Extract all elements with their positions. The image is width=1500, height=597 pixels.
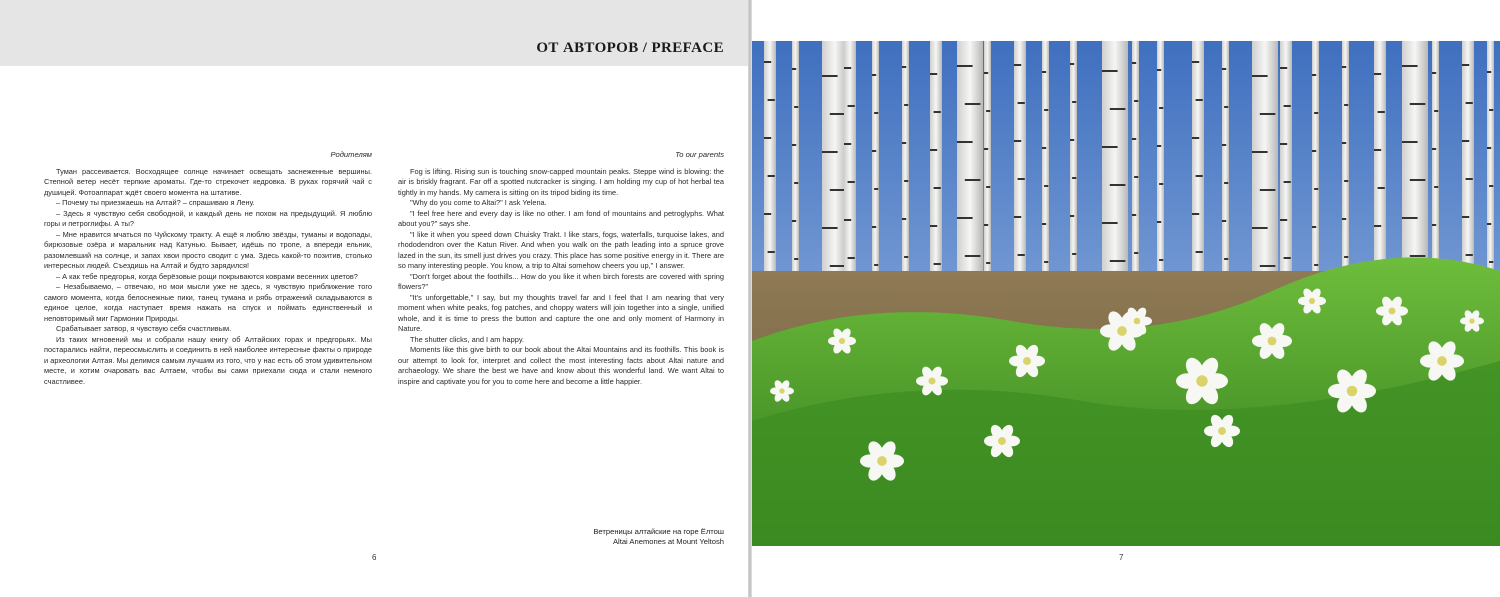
birch-bark-mark [934,111,941,113]
birch-bark-mark [1466,254,1473,256]
birch-bark-mark [1159,259,1163,261]
birch-bark-mark [1260,113,1276,115]
birch-bark-mark [1102,222,1118,224]
paragraph-ru: Из таких мгновений мы и собрали нашу книгу об Алтайских горах и предгорьях. Мы постарались найти, переосмыслить и соединить в ней наиболее интересные факты о природе и археологии Алтая. Мы делимся самым лучшим из того, что у нас есть об этом удивительном месте, и хотим очаровать вас Алтаем, чтобы вы сами приехали сюда и стали немного счастливее. [44,334,372,386]
birch-bark-mark [1070,63,1074,65]
birch-bark-mark [1252,151,1268,153]
birch-bark-mark [957,65,973,67]
paragraph-ru: – Почему ты приезжаешь на Алтай? – спрашиваю я Лену. [56,198,255,207]
birch-bark-mark [1260,189,1276,191]
anemone-center [779,388,784,393]
birch-bark-mark [1224,106,1228,108]
anemone-center [1196,375,1207,386]
birch-bark-mark [1132,214,1136,216]
birch-bark-mark [1410,103,1426,105]
birch-bark-mark [930,73,937,75]
birch-bark-mark [1280,143,1287,145]
birch-bark-mark [1044,261,1048,263]
birch-bark-mark [1402,141,1418,143]
birch-bark-mark [984,224,988,226]
anemone-center [1023,357,1031,365]
birch-bark-mark [930,225,937,227]
birch-bark-mark [1044,109,1048,111]
birch-trunk [1312,41,1319,291]
paragraph-en: Moments like this give birth to our book about the Altai Mountains and its foothills. This book is our attempt to look for, interpret and collect the most interesting facts about Altai nature and archaeology. We share the best we have and know about this wonderful land. We want Altai to inspire and captivate you for you to come here and become a little happier. [398,345,724,386]
birch-bark-mark [1224,182,1228,184]
birch-trunk [1222,41,1229,291]
birch-bark-mark [1042,147,1046,149]
birch-bark-mark [1222,68,1226,70]
birch-bark-mark [1284,105,1291,107]
birch-bark-mark [1410,179,1426,181]
paragraph-ru: – А как тебе предгорья, когда берёзовые рощи покрываются коврами весенних цветов? [56,271,358,281]
paragraph-en: "Don't forget about the foothills... How do you like it when birch forests are covered with spring flowers?" [398,271,724,291]
anemones-birch-photo [752,41,1500,546]
birch-trunk [1487,41,1494,291]
birch-bark-mark [1487,71,1491,73]
birch-bark-mark [1342,218,1346,220]
dedication-ru: Родителям [330,150,372,159]
birch-bark-mark [1487,223,1491,225]
birch-bark-mark [1102,146,1118,148]
birch-bark-mark [792,144,796,146]
birch-bark-mark [1489,185,1493,187]
birch-bark-mark [1462,216,1469,218]
birch-bark-mark [1314,264,1318,266]
birch-bark-mark [822,151,838,153]
anemone-center [928,377,935,384]
birch-bark-mark [957,217,973,219]
english-text-column [398,150,724,387]
birch-bark-mark [822,227,838,229]
birch-bark-mark [1018,102,1025,104]
anemone-center [1309,298,1315,304]
birch-bark-mark [1342,66,1346,68]
anemone-center [1218,427,1226,435]
left-page [0,0,748,597]
birch-bark-mark [844,143,851,145]
birch-bark-mark [1432,224,1436,226]
birch-bark-mark [1070,139,1074,141]
birch-bark-mark [768,251,775,253]
anemone-center [1469,318,1474,323]
birch-trunk [1432,41,1439,291]
birch-bark-mark [902,66,906,68]
anemone-center [1437,356,1447,366]
birch-bark-mark [986,262,990,264]
birch-bark-mark [1487,147,1491,149]
birch-trunk [1342,41,1349,291]
birch-bark-mark [1134,100,1138,102]
birch-bark-mark [792,220,796,222]
birch-bark-mark [1462,64,1469,66]
birch-bark-mark [1196,99,1203,101]
birch-bark-mark [904,180,908,182]
birch-bark-mark [1378,187,1385,189]
birch-bark-mark [1042,223,1046,225]
birch-bark-mark [1342,142,1346,144]
birch-bark-mark [1102,70,1118,72]
birch-bark-mark [1410,255,1426,257]
birch-bark-mark [792,68,796,70]
birch-bark-mark [984,72,988,74]
birch-bark-mark [822,75,838,77]
birch-bark-mark [1014,64,1021,66]
birch-bark-mark [874,188,878,190]
birch-bark-mark [1196,175,1203,177]
birch-bark-mark [764,61,771,63]
birch-bark-mark [1314,188,1318,190]
paragraph-en: Fog is lifting. Rising sun is touching snow-capped mountain peaks. Steppe wind is blowing: the air is briskly fragrant. Far off a spotted nutcracker is singing. I am holding my cup of hot herbal tea tightly in my hands. My camera is sitting on its tripod biding its time. [398,166,724,197]
birch-bark-mark [1466,102,1473,104]
birch-trunk [1157,41,1164,291]
birch-bark-mark [1018,254,1025,256]
birch-bark-mark [1374,73,1381,75]
page-number-right: 7 [1119,553,1124,562]
birch-bark-mark [764,137,771,139]
birch-bark-mark [1157,145,1161,147]
birch-bark-mark [904,256,908,258]
birch-bark-mark [1402,217,1418,219]
birch-bark-mark [1132,138,1136,140]
birch-bark-mark [1314,112,1318,114]
birch-bark-mark [1284,257,1291,259]
birch-bark-mark [872,226,876,228]
birch-bark-mark [848,105,855,107]
birch-bark-mark [874,112,878,114]
birch-bark-mark [1284,181,1291,183]
paragraph-ru: Срабатывает затвор, я чувствую себя счастливым. [56,324,232,333]
birch-trunk [1192,41,1204,291]
birch-trunk [984,41,991,291]
birch-bark-mark [1432,148,1436,150]
birch-bark-mark [1072,101,1076,103]
birch-bark-mark [1132,62,1136,64]
birch-bark-mark [1044,185,1048,187]
paragraph-en: "I like it when you speed down Chuisky Trakt. I like stars, fogs, waterfalls, turquoise lakes, and rhododendron over the Katun River. And when you walk on the path leading into a spruce grove lazed in the sun, its smell just drives you crazy. This place has some positive energy in it. There are so many interesting people. You know, a trip to Altai somehow cheers you up," I answer. [398,229,724,270]
birch-bark-mark [902,218,906,220]
birch-bark-mark [986,186,990,188]
paragraph-ru: Туман рассеивается. Восходящее солнце начинает освещать заснеженные вершины. Степной ветер несёт терпкие ароматы. Где-то стрекочет кедровка. В руках горячий чай с душицей. Фотоаппарат ждёт своего момента на штативе. [44,166,372,197]
birch-trunk [844,41,856,291]
photo-caption-ru: Ветреницы алтайские на горе Ёлтош [593,527,724,536]
birch-bark-mark [984,148,988,150]
birch-bark-mark [1159,107,1163,109]
birch-bark-mark [1489,261,1493,263]
birch-bark-mark [1280,67,1287,69]
birch-bark-mark [1378,111,1385,113]
birch-bark-mark [1280,219,1287,221]
birch-bark-mark [1222,144,1226,146]
birch-trunk [792,41,799,291]
birch-bark-mark [1134,176,1138,178]
anemone-center [839,338,845,344]
anemone-center [1388,307,1395,314]
birch-trunk [1462,41,1474,291]
paragraph-ru: – Мне нравится мчаться по Чуйскому тракту. А ещё я люблю звёзды, туманы и водопады, бирюзовые озёра и маральник над Катунью. Бывает, идёшь по тропе, а впереди ельник, разомлевший на солнце, и запах хвои просто сводит с ума. Здесь какой-то позитив, столько интересных людей. Съездишь на Алтай и будто зарядился! [44,229,372,270]
paragraph-ru: – Незабываемо, – отвечаю, но мои мысли уже не здесь, я чувствую приближение того самого момента, когда белоснежные пики, танец тумана и рябь отражений складываются в единое целое, когда наступает время нажать на спуск и поймать единственный и неповторимый миг Гармонии Природы. [44,282,372,323]
paragraph-en: "It's unforgettable," I say, but my thoughts travel far and I feel that I am nearing that very moment when white peaks, fog patches, and choppy waters will join together into a single, unified whole, and it is time to press the button and capture the one and only moment of Harmony in Nature. [398,292,724,333]
birch-bark-mark [1159,183,1163,185]
birch-bark-mark [957,141,973,143]
birch-bark-mark [1312,150,1316,152]
anemone-center [1134,318,1141,325]
birch-bark-mark [1157,69,1161,71]
birch-bark-mark [1374,149,1381,151]
birch-bark-mark [768,99,775,101]
birch-bark-mark [1434,186,1438,188]
birch-bark-mark [1224,258,1228,260]
birch-bark-mark [844,67,851,69]
birch-bark-mark [1042,71,1046,73]
birch-bark-mark [844,219,851,221]
birch-bark-mark [1462,140,1469,142]
birch-bark-mark [965,103,981,105]
dedication-en: To our parents [675,150,724,159]
birch-bark-mark [794,106,798,108]
anemone-center [1347,386,1358,397]
birch-trunk [764,41,776,291]
page-number-left: 6 [372,553,377,562]
birch-bark-mark [1252,75,1268,77]
birch-bark-mark [965,179,981,181]
anemone-center [1268,337,1277,346]
birch-bark-mark [1192,61,1199,63]
birch-bark-mark [1072,253,1076,255]
birch-trunk [930,41,942,291]
paragraph-en: "I feel free here and every day is like no other. I am fond of mountains and petroglyphs. What about you?" says she. [398,208,724,228]
birch-bark-mark [830,113,846,115]
birch-trunk [1102,41,1128,291]
birch-bark-mark [1110,184,1126,186]
birch-bark-mark [1222,220,1226,222]
birch-bark-mark [965,255,981,257]
birch-bark-mark [874,264,878,266]
birch-trunk [957,41,983,291]
birch-bark-mark [1157,221,1161,223]
birch-bark-mark [1014,140,1021,142]
birch-bark-mark [1432,72,1436,74]
birch-bark-mark [1196,251,1203,253]
anemone-center [1117,326,1127,336]
birch-bark-mark [830,265,846,267]
birch-bark-mark [830,189,846,191]
birch-bark-mark [1344,180,1348,182]
photo-caption [593,527,724,547]
birch-bark-mark [1489,109,1493,111]
birch-bark-mark [1312,226,1316,228]
paragraph-en: The shutter clicks, and I am happy. [410,334,525,344]
birch-bark-mark [768,175,775,177]
birch-bark-mark [902,142,906,144]
russian-text-column [44,150,372,387]
birch-bark-mark [904,104,908,106]
birch-bark-mark [872,150,876,152]
birch-bark-mark [934,187,941,189]
birch-bark-mark [1134,252,1138,254]
birch-trunk [1252,41,1278,291]
birch-bark-mark [764,213,771,215]
birch-bark-mark [794,258,798,260]
birch-bark-mark [1344,104,1348,106]
birch-bark-mark [1434,110,1438,112]
birch-bark-mark [1260,265,1276,267]
birch-bark-mark [1110,260,1126,262]
birch-bark-mark [1192,137,1199,139]
birch-bark-mark [848,181,855,183]
birch-bark-mark [1312,74,1316,76]
birch-trunk [872,41,879,291]
photo-illustration [752,41,1500,546]
birch-bark-mark [1402,65,1418,67]
birch-bark-mark [1466,178,1473,180]
birch-bark-mark [934,263,941,265]
birch-bark-mark [1252,227,1268,229]
birch-bark-mark [1110,108,1126,110]
birch-trunk [1374,41,1386,291]
photo-caption-en: Altai Anemones at Mount Yeltosh [612,537,724,546]
birch-bark-mark [1072,177,1076,179]
birch-bark-mark [1344,256,1348,258]
anemone-center [877,456,887,466]
birch-bark-mark [794,182,798,184]
birch-bark-mark [872,74,876,76]
birch-bark-mark [1018,178,1025,180]
birch-bark-mark [1070,215,1074,217]
paragraph-ru: – Здесь я чувствую себя свободной, и каждый день не похож на предыдущий. Я люблю горы и петроглифы. А ты? [44,208,372,228]
section-title: ОТ АВТОРОВ / PREFACE [536,40,724,56]
birch-bark-mark [1014,216,1021,218]
birch-bark-mark [930,149,937,151]
birch-bark-mark [848,257,855,259]
anemone-center [998,437,1006,445]
birch-trunk [1042,41,1049,291]
birch-trunk [902,41,909,291]
birch-bark-mark [986,110,990,112]
birch-trunk [1402,41,1428,291]
birch-bark-mark [1192,213,1199,215]
birch-bark-mark [1374,225,1381,227]
birch-trunk [1014,41,1026,291]
birch-trunk [1280,41,1292,291]
paragraph-en: "Why do you come to Altai?" I ask Yelena. [410,198,547,207]
